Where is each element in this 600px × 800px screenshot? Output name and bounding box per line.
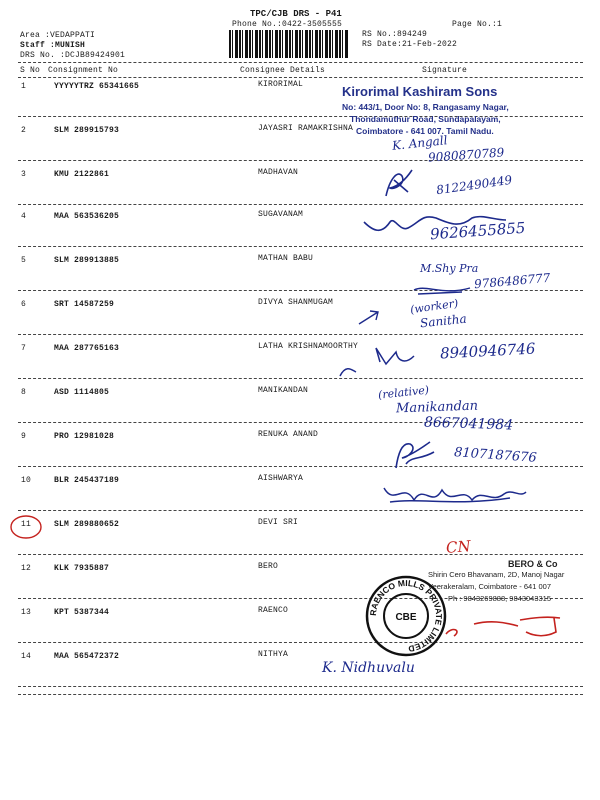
row-3-signature <box>380 166 416 200</box>
row-divider <box>18 466 583 467</box>
row-consignment-no: MAA 563536205 <box>54 212 120 221</box>
col-header-signature: Signature <box>422 66 468 75</box>
row-consignee-name: RAENCO <box>258 606 289 615</box>
row-sno: 8 <box>21 388 27 397</box>
col-header-consignee: Consignee Details <box>240 66 326 75</box>
kirorimal-stamp-address-2: Thondamuthur Road, Sundapalayam, <box>350 114 501 124</box>
row-9-phone: 8107187676 <box>453 445 538 466</box>
row-divider <box>18 160 583 161</box>
row-consignment-no: SLM 289880652 <box>54 520 120 529</box>
row-consignee-name: RENUKA ANAND <box>258 430 319 439</box>
row-10-signature <box>380 478 530 514</box>
col-header-consignment: Consignment No <box>48 66 119 75</box>
row-consignment-no: SLM 289913885 <box>54 256 120 265</box>
row-9-signature <box>390 436 440 472</box>
row-4-phone: 9626455855 <box>429 218 526 244</box>
header-divider <box>18 62 583 63</box>
row-8-note: (relative) <box>377 383 430 402</box>
raenco-stamp-ring-text: RAENCO MILLS PRIVATE LIMITED <box>367 577 445 654</box>
staff-label: Staff :MUNISH <box>20 41 86 50</box>
row-6-arrow-mark <box>356 306 382 328</box>
row-consignee-name: MADHAVAN <box>258 168 299 177</box>
row-sno: 1 <box>21 82 27 91</box>
row-consignment-no: MAA 565472372 <box>54 652 120 661</box>
row-sno: 4 <box>21 212 27 221</box>
row-12-signature: CN <box>445 537 472 557</box>
row-consignee-name: DIVYA SHANMUGAM <box>258 298 334 307</box>
row-consignment-no: YYYYYTRZ 65341665 <box>54 82 140 91</box>
row-consignment-no: PRO 12981028 <box>54 432 115 441</box>
row-sno: 12 <box>21 564 32 573</box>
row-sno: 13 <box>21 608 32 617</box>
row-divider <box>18 378 583 379</box>
kirorimal-stamp-address-3: Coimbatore - 641 007. Tamil Nadu. <box>356 126 494 136</box>
row-consignee-name: BERO <box>258 562 279 571</box>
row-sno: 7 <box>21 344 27 353</box>
row-sno: 10 <box>21 476 32 485</box>
page-number: Page No.:1 <box>452 20 503 29</box>
row-consignment-no: SRT 14587259 <box>54 300 115 309</box>
row-11-circle-mark <box>8 513 44 541</box>
row-sno: 9 <box>21 432 27 441</box>
phone-number: Phone No.:0422-3505555 <box>232 20 343 29</box>
row-consignee-name: LATHA KRISHNAMOORTHY <box>258 342 359 351</box>
row-2-signature: K. Angall <box>391 133 449 153</box>
row-sno: 11 <box>21 520 32 529</box>
footer-divider <box>18 694 583 695</box>
bero-stamp-name: BERO & Co <box>508 559 558 569</box>
rs-date: RS Date:21-Feb-2022 <box>362 40 458 49</box>
row-divider <box>18 686 583 687</box>
row-2-phone: 9080870789 <box>427 145 505 165</box>
row-consignment-no: KPT 5387344 <box>54 608 110 617</box>
row-8-name: Manikandan <box>395 398 479 417</box>
row-sno: 2 <box>21 126 27 135</box>
row-consignee-name: DEVI SRI <box>258 518 299 527</box>
row-consignee-name: KIRORIMAL <box>258 80 304 89</box>
row-6-name: Sanitha <box>419 311 468 331</box>
kirorimal-stamp-name: Kirorimal Kashiram Sons <box>342 84 498 99</box>
row-sno: 3 <box>21 170 27 179</box>
row-consignee-name: AISHWARYA <box>258 474 304 483</box>
row-divider <box>18 554 583 555</box>
row-consignee-name: MANIKANDAN <box>258 386 309 395</box>
bero-stamp-address-1: Shirin Cero Bhavanam, 2D, Manoj Nagar <box>428 570 565 579</box>
raenco-stamp <box>364 574 448 658</box>
row-consignee-name: JAYASRI RAMAKRISHNA <box>258 124 354 133</box>
row-consignment-no: BLR 245437189 <box>54 476 120 485</box>
barcode <box>229 30 349 58</box>
row-divider <box>18 290 583 291</box>
row-consignee-name: SUGAVANAM <box>258 210 304 219</box>
row-consignment-no: MAA 287765163 <box>54 344 120 353</box>
column-divider <box>18 77 583 78</box>
row-consignment-no: SLM 289915793 <box>54 126 120 135</box>
row-consignee-name: NITHYA <box>258 650 289 659</box>
bero-stamp-address-2: Veerakeralam, Coimbatore - 641 007 <box>428 582 551 591</box>
col-header-sno: S No <box>20 66 41 75</box>
row-5-signature: M.Shy Pra <box>420 262 479 275</box>
row-5-phone: 9786486777 <box>473 270 551 292</box>
row-5-strike-mark <box>412 280 472 298</box>
row-8-phone: 8667041984 <box>423 414 514 434</box>
row-7-phone: 8940946746 <box>439 339 536 363</box>
row-7-signature <box>336 342 436 382</box>
row-14-signature: K. Nidhuvalu <box>322 660 415 676</box>
bero-stamp-phone: Ph : 9843269888, 9843043315 <box>448 594 552 603</box>
row-sno: 14 <box>21 652 32 661</box>
row-6-note: (worker) <box>409 296 459 317</box>
row-sno: 6 <box>21 300 27 309</box>
drs-number: DRS No. :DCJB89424901 <box>20 51 126 60</box>
report-title: TPC/CJB DRS - P41 <box>250 9 342 19</box>
row-consignment-no: ASD 1114805 <box>54 388 110 397</box>
row-sno: 5 <box>21 256 27 265</box>
rs-number: RS No.:894249 <box>362 30 428 39</box>
row-3-phone: 8122490449 <box>435 172 513 198</box>
row-consignment-no: KLK 7935887 <box>54 564 110 573</box>
row-divider <box>18 204 583 205</box>
row-consignment-no: KMU 2122861 <box>54 170 110 179</box>
area-label: Area :VEDAPPATI <box>20 31 96 40</box>
row-divider <box>18 334 583 335</box>
row-13-signature <box>440 612 564 644</box>
row-divider <box>18 246 583 247</box>
raenco-stamp-center-text: CBE <box>395 612 417 623</box>
kirorimal-stamp-address-1: No: 443/1, Door No: 8, Rangasamy Nagar, <box>342 102 509 112</box>
row-consignee-name: MATHAN BABU <box>258 254 314 263</box>
